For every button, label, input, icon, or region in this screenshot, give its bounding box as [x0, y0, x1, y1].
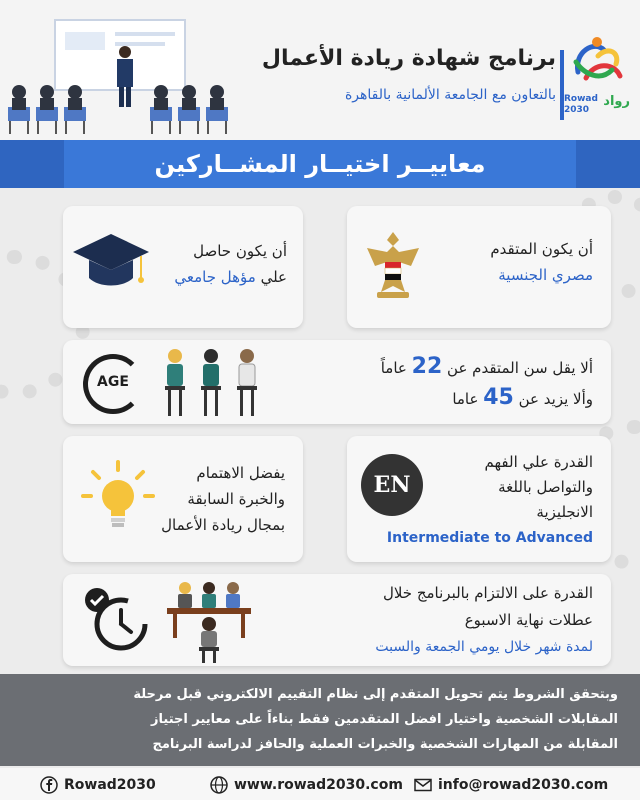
header	[0, 0, 640, 140]
people-group-icon	[159, 342, 263, 422]
age-line2	[293, 383, 593, 414]
page-title: برنامج شهادة ريادة الأعمال	[261, 46, 556, 71]
commitment-line2: عطلات نهاية الاسبوع	[464, 611, 593, 629]
rowad-logo	[564, 32, 630, 122]
globe-icon	[210, 776, 228, 794]
min-age: 22	[411, 354, 443, 379]
criterion-card-experience	[63, 436, 303, 562]
commitment-text	[273, 580, 593, 661]
experience-text	[145, 460, 285, 538]
degree-line2-highlight: مؤهل جامعي	[174, 268, 256, 286]
nationality-text	[433, 236, 593, 288]
logo-mark-icon	[564, 32, 630, 92]
commitment-line1: القدرة على الالتزام بالبرنامج خلال	[382, 584, 593, 602]
meeting-table-icon	[163, 576, 255, 664]
section-banner	[0, 140, 640, 188]
age-icon-label: AGE	[97, 374, 129, 390]
email-contact[interactable]	[414, 776, 608, 794]
banner-stripe-left	[0, 140, 64, 188]
age-line2-prefix: وألا يزيد عن	[513, 390, 593, 408]
degree-text	[157, 238, 287, 290]
english-line3: الانجليزية	[536, 503, 593, 521]
experience-line3: بمجال ريادة الأعمال	[161, 516, 285, 534]
facebook-handle: Rowad2030	[64, 777, 156, 793]
degree-line1: أن يكون حاصل	[193, 242, 287, 260]
en-badge-icon	[361, 454, 423, 516]
age-text	[293, 352, 593, 414]
header-title-block	[256, 44, 556, 108]
banner-inner	[64, 140, 576, 188]
egypt-eagle-icon	[363, 226, 423, 306]
envelope-icon	[414, 776, 432, 794]
nationality-line2: مصري الجنسية	[498, 266, 593, 284]
criterion-card-english	[347, 436, 611, 562]
age-line1-prefix: ألا يقل سن المتقدم عن	[442, 359, 593, 377]
logo-text-ar: رواد	[603, 94, 630, 109]
age-line2-suffix: عاما	[452, 390, 484, 408]
experience-line1: يفضل الاهتمام	[196, 464, 285, 482]
nationality-line1: أن يكون المتقدم	[490, 240, 593, 258]
criterion-card-nationality	[347, 206, 611, 328]
website-contact[interactable]	[210, 776, 403, 794]
facebook-contact[interactable]	[40, 776, 156, 794]
banner-title: معاييــر اختيــار المشــاركين	[154, 150, 486, 178]
website-url: www.rowad2030.com	[234, 777, 403, 793]
graduation-cap-icon	[71, 228, 151, 298]
logo-text-en: Rowad	[564, 94, 598, 104]
email-address: info@rowad2030.com	[438, 777, 609, 793]
english-line2: والتواصل باللغة	[498, 478, 593, 496]
footer-line2: المقابلات الشخصية واختيار افضل المتقدمين فقط بناءاً على معايير اجتياز	[151, 712, 618, 727]
logo-text-year: 2030	[564, 105, 590, 115]
english-text	[443, 450, 593, 525]
clock-check-icon	[81, 584, 151, 654]
degree-line2	[157, 264, 287, 290]
lightbulb-icon	[81, 460, 155, 534]
degree-line2-prefix: علي	[255, 268, 287, 286]
english-level: Intermediate to Advanced	[386, 530, 593, 546]
english-line1: القدرة علي الفهم	[484, 453, 593, 471]
page-subtitle: بالتعاون مع الجامعة الألمانية بالقاهرة	[344, 87, 556, 103]
criterion-card-degree	[63, 206, 303, 328]
experience-line2: والخبرة السابقة	[187, 490, 285, 508]
commitment-line3: لمدة شهر خلال يومي الجمعة والسبت	[375, 639, 593, 655]
en-badge-label: EN	[373, 472, 411, 498]
footer-note	[28, 682, 618, 757]
criterion-card-commitment	[63, 574, 611, 666]
facebook-icon	[40, 776, 58, 794]
max-age: 45	[483, 385, 514, 410]
age-line1-suffix: عاماً	[380, 359, 412, 377]
footer-line3: المقابلة من المهارات الشخصية والخبرات العملية والحافز لدراسة البرنامج	[152, 737, 618, 752]
classroom-illustration	[0, 12, 250, 137]
banner-stripe-right	[576, 140, 640, 188]
criterion-card-age	[63, 340, 611, 424]
footer-line1: وبتحقق الشروط يتم تحويل المتقدم إلى نظام التقييم الالكتروني قبل مرحلة	[133, 687, 618, 702]
age-line1	[293, 352, 593, 383]
